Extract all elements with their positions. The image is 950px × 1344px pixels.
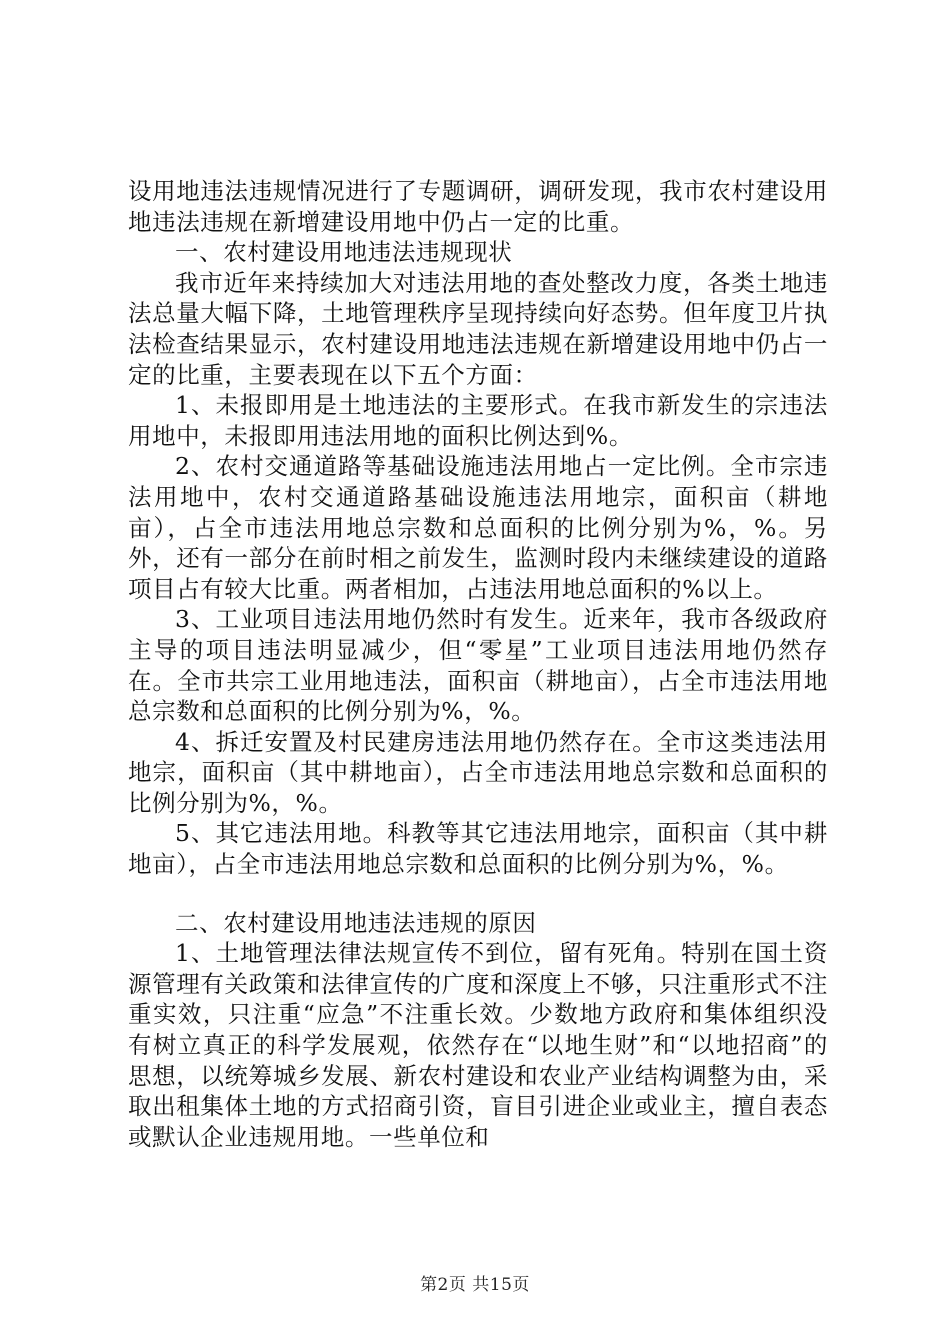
paragraph-item-3: 3、工业项目违法用地仍然时有发生。近来年，我市各级政府主导的项目违法明显减少，但“零星”工业项目违法用地仍然存在。全市共宗工业用地违法，面积亩（耕地亩），占全市违法用地总宗数和总面积的比例分别为%，%。: [128, 605, 828, 726]
paragraph-item-4: 4、拆迁安置及村民建房违法用地仍然存在。全市这类违法用地宗，面积亩（其中耕地亩），占全市违法用地总宗数和总面积的比例分别为%，%。: [128, 727, 828, 817]
paragraph-item-1: 1、未报即用是土地违法的主要形式。在我市新发生的宗违法用地中，未报即用违法用地的面积比例达到%。: [128, 391, 828, 450]
paragraph-item-2: 2、农村交通道路等基础设施违法用地占一定比例。全市宗违法用地中，农村交通道路基础设施违法用地宗，面积亩（耕地亩），占全市违法用地总宗数和总面积的比例分别为%，%。另外，还有一部分在前时相之前发生，监测时段内未继续建设的道路项目占有较大比重。两者相加，占违法用地总面积的%以上。: [128, 452, 828, 603]
paragraph-status-intro: 我市近年来持续加大对违法用地的查处整改力度，各类土地违法总量大幅下降，土地管理秩序呈现持续向好态势。但年度卫片执法检查结果显示，农村建设用地违法违规在新增建设用地中仍占一定的比重，主要表现在以下五个方面：: [128, 268, 828, 389]
section-heading-causes: 二、农村建设用地违法违规的原因: [175, 908, 537, 937]
section-heading-status: 一、农村建设用地违法违规现状: [175, 238, 513, 267]
paragraph-cause-1: 1、土地管理法律法规宣传不到位，留有死角。特别在国土资源管理有关政策和法律宣传的广度和深度上不够，只注重形式不注重实效，只注重“应急”不注重长效。少数地方政府和集体组织没有树立真正的科学发展观，依然存在“以地生财”和“以地招商”的思想，以统筹城乡发展、新农村建设和农业产业结构调整为由，采取出租集体土地的方式招商引资，盲目引进企业或业主，擅自表态或默认企业违规用地。一些单位和: [128, 939, 828, 1151]
page-number-footer: 第2页 共15页: [420, 1275, 530, 1295]
document-body: [128, 176, 828, 1152]
paragraph-item-5: 5、其它违法用地。科教等其它违法用地宗，面积亩（其中耕地亩），占全市违法用地总宗数和总面积的比例分别为%，%。: [128, 819, 828, 879]
paragraph-continuation: 设用地违法违规情况进行了专题调研，调研发现，我市农村建设用地违法违规在新增建设用地中仍占一定的比重。: [128, 177, 828, 236]
